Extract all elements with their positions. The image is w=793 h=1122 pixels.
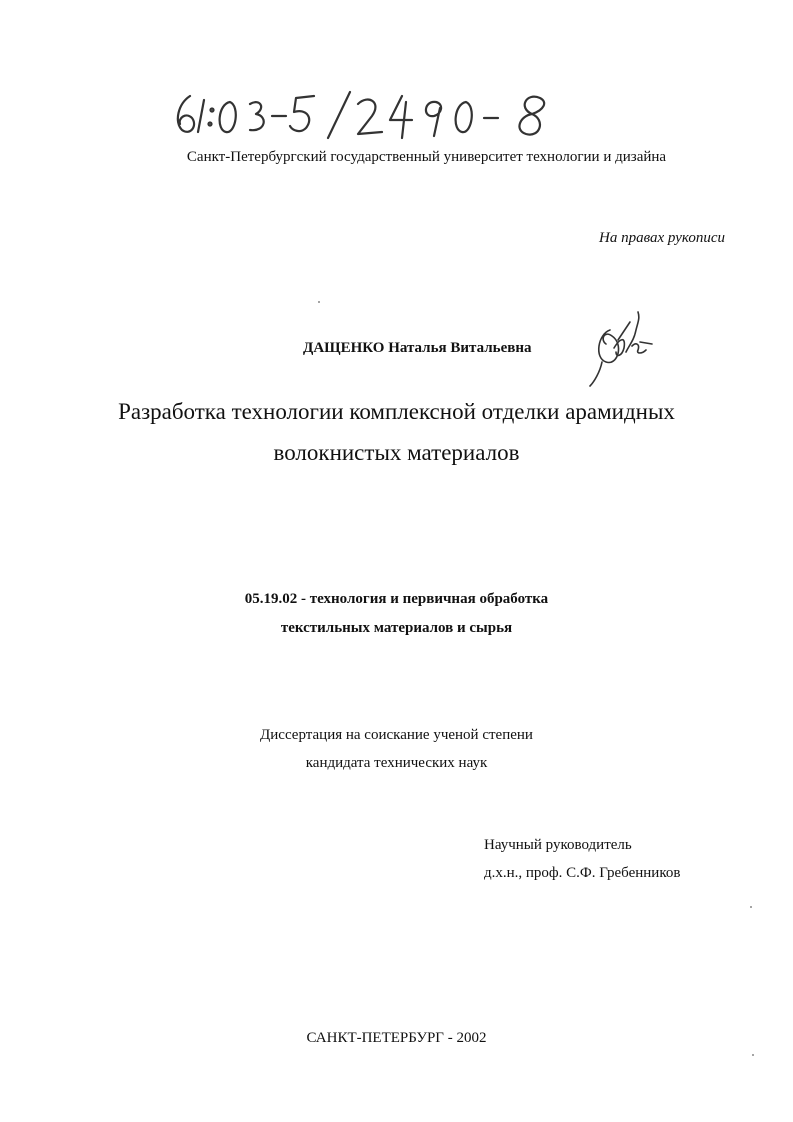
dissertation-title-line-1: Разработка технологии комплексной отделки арамидных	[118, 399, 675, 424]
specialty-code-line-2: текстильных материалов и сырья	[280, 620, 513, 636]
degree-line-2: кандидата технических наук	[305, 755, 488, 771]
author-name: ДАЩЕНКО Наталья Витальевна	[303, 340, 532, 356]
specialty-code-line-1: 05.19.02 - технология и первичная обработка	[244, 591, 549, 607]
dissertation-title-line-2: волокнистых материалов	[273, 440, 520, 465]
scan-speck	[750, 906, 752, 908]
university-name: Санкт-Петербургский государственный университет технологии и дизайна	[186, 149, 667, 165]
degree-line-1: Диссертация на соискание ученой степени	[260, 727, 533, 743]
city-and-year: САНКТ-ПЕТЕРБУРГ - 2002	[306, 1030, 487, 1046]
scan-speck	[752, 1054, 754, 1056]
handwritten-archive-code	[168, 78, 568, 148]
advisor-name: д.х.н., проф. С.Ф. Гребенников	[484, 865, 681, 881]
manuscript-rights-note: На правах рукописи	[599, 230, 725, 246]
author-signature	[580, 300, 660, 390]
advisor-label: Научный руководитель	[484, 837, 632, 853]
scan-speck	[318, 301, 320, 303]
